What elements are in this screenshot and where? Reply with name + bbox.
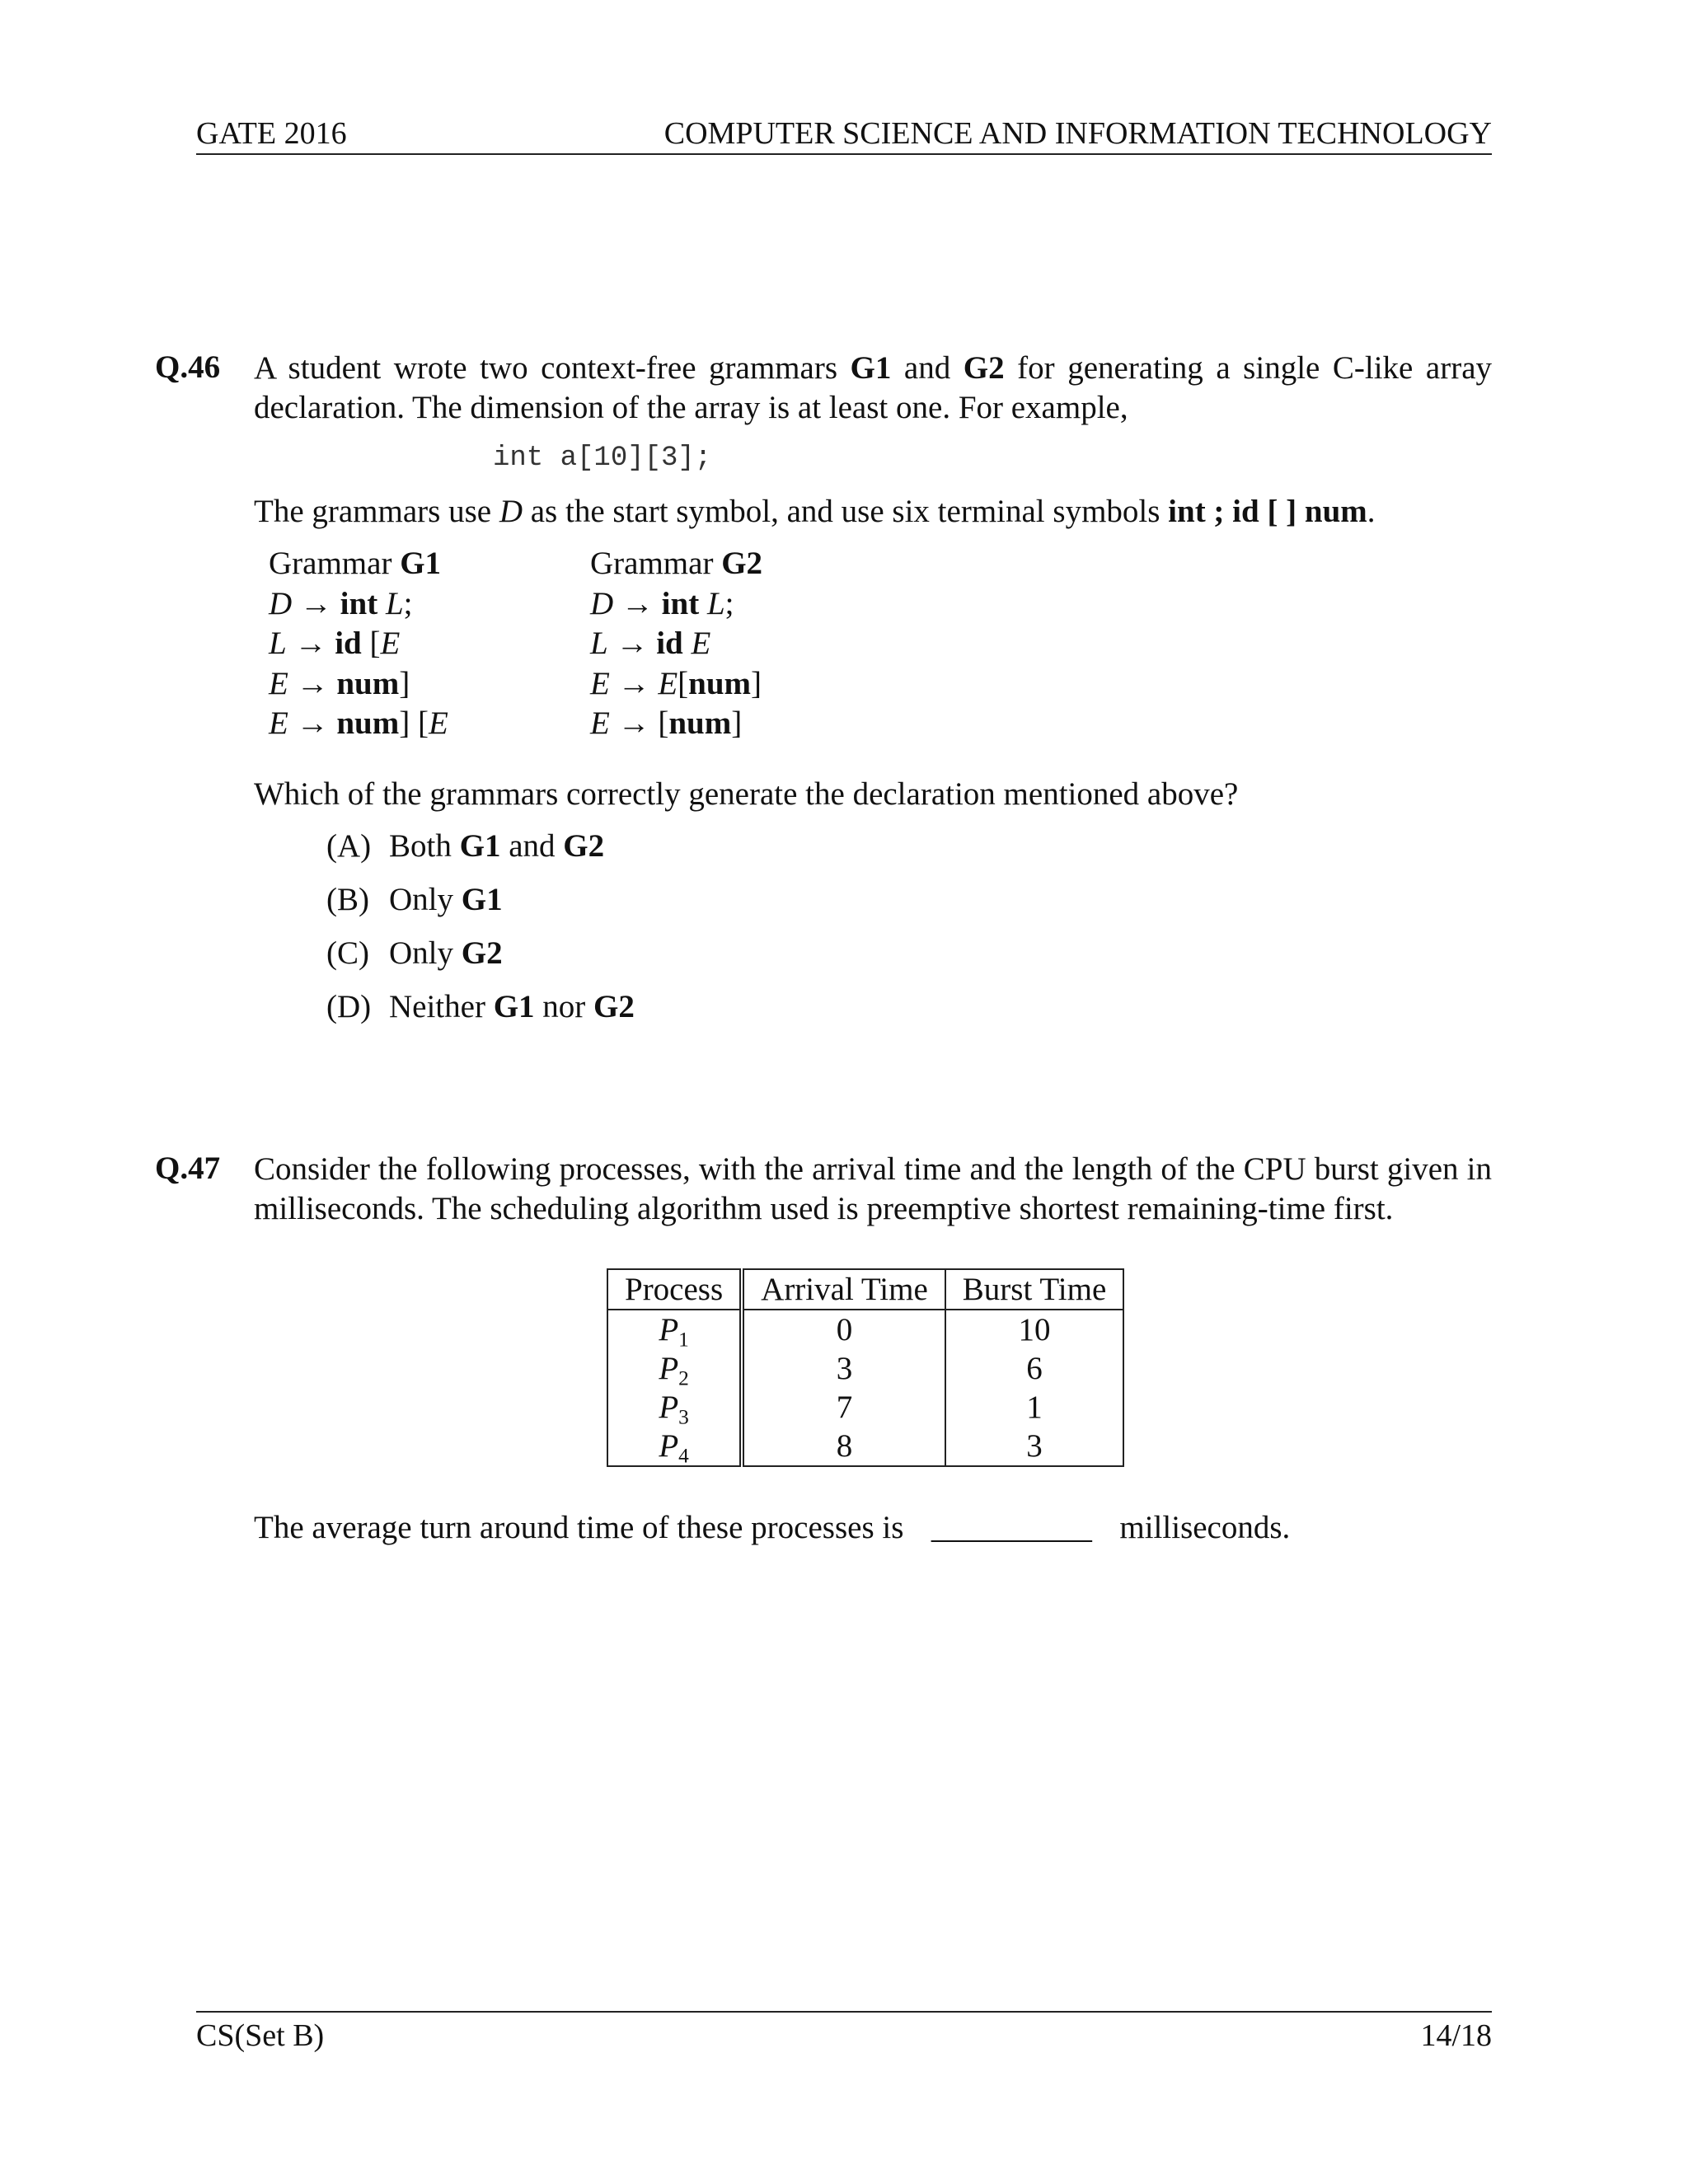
- option-label: (C): [326, 935, 369, 971]
- grammar-g2-rule: E → E[num]: [590, 665, 762, 701]
- footer-set: CS(Set B): [196, 2018, 325, 2053]
- grammar-g1-rule: L → id [E: [269, 626, 401, 661]
- option-label: (D): [326, 989, 372, 1024]
- q47-number: Q.47: [155, 1151, 221, 1186]
- table-header-row: [607, 1269, 1123, 1310]
- grammar-g2-title: Grammar G2: [590, 546, 763, 581]
- arrival-cell: 0: [742, 1310, 945, 1349]
- header-rule: [196, 153, 1492, 155]
- process-cell: $P_3$: [607, 1388, 742, 1427]
- grammar-g2-rule: D → int L;: [590, 585, 734, 621]
- q46-option-b[interactable]: [326, 880, 503, 920]
- burst-cell: 3: [1026, 1428, 1043, 1464]
- burst-cell: 10: [1018, 1312, 1051, 1347]
- option-text: Only G1: [389, 882, 503, 917]
- q46-terminals-sentence: The grammars use D as the start symbol, and use six terminal symbols int ; id [ ] num.: [254, 494, 1376, 529]
- table-row: [607, 1427, 1123, 1466]
- header-subject: COMPUTER SCIENCE AND INFORMATION TECHNOLOGY: [663, 116, 1492, 151]
- q47-intro: Consider the following processes, with the arrival time and the length of the CPU burst given in milliseconds. The scheduling algorithm used is preemptive shortest remaining-time first.: [254, 1151, 1492, 1226]
- option-label: (A): [326, 828, 372, 864]
- arrival-cell: 7: [742, 1388, 945, 1427]
- table-row: [607, 1388, 1123, 1427]
- header-exam-title: GATE 2016: [196, 116, 347, 151]
- column-header-process: Process: [607, 1269, 742, 1310]
- option-text: Only G2: [389, 935, 503, 971]
- burst-cell: 6: [1026, 1351, 1043, 1386]
- arrival-cell: 3: [742, 1349, 945, 1388]
- grammar-g2: [590, 544, 762, 744]
- process-table: [607, 1268, 1124, 1467]
- footer-rule: [196, 2011, 1492, 2013]
- process-cell: $P_2$: [607, 1349, 742, 1388]
- answer-prefix: The average turn around time of these processes is: [254, 1510, 904, 1545]
- grammar-g2-rule: L → id E: [590, 626, 711, 661]
- option-text: Both G1 and G2: [389, 828, 605, 864]
- grammar-g1-rule: D → int L;: [269, 585, 413, 621]
- table-row: [607, 1349, 1123, 1388]
- answer-suffix: milliseconds.: [1119, 1510, 1291, 1545]
- q46-intro: A student wrote two context-free grammars G1 and G2 for generating a single C-like array declaration. The dimension of the array is at least one. For example,: [254, 350, 1493, 425]
- table-row: [607, 1310, 1123, 1349]
- grammar-g1-rule: E → num]: [269, 665, 410, 701]
- page-number: 14/18: [1420, 2018, 1492, 2053]
- q46-number: Q.46: [155, 349, 221, 385]
- column-header-burst: Burst Time: [945, 1269, 1124, 1310]
- q46-example-code: int a[10][3];: [493, 443, 712, 474]
- q46-question: Which of the grammars correctly generate the declaration mentioned above?: [254, 776, 1239, 812]
- arrival-cell: 8: [742, 1427, 945, 1466]
- burst-cell: 1: [1026, 1390, 1043, 1425]
- option-text: Neither G1 nor G2: [389, 989, 635, 1024]
- process-cell: $P_1$: [607, 1310, 742, 1349]
- process-cell: $P_4$: [607, 1427, 742, 1466]
- column-header-arrival: Arrival Time: [742, 1269, 945, 1310]
- grammar-g1-rule: E → num] [E: [269, 705, 448, 741]
- answer-blank[interactable]: __________: [931, 1510, 1092, 1545]
- grammar-g2-rule: E → [num]: [590, 705, 743, 741]
- grammar-g1: [269, 544, 448, 744]
- q46-option-a[interactable]: [326, 827, 604, 866]
- q47-answer-line: [254, 1508, 1290, 1548]
- grammar-g1-title: Grammar G1: [269, 546, 442, 581]
- option-label: (B): [326, 882, 369, 917]
- q46-option-d[interactable]: [326, 987, 635, 1027]
- q46-option-c[interactable]: [326, 934, 503, 973]
